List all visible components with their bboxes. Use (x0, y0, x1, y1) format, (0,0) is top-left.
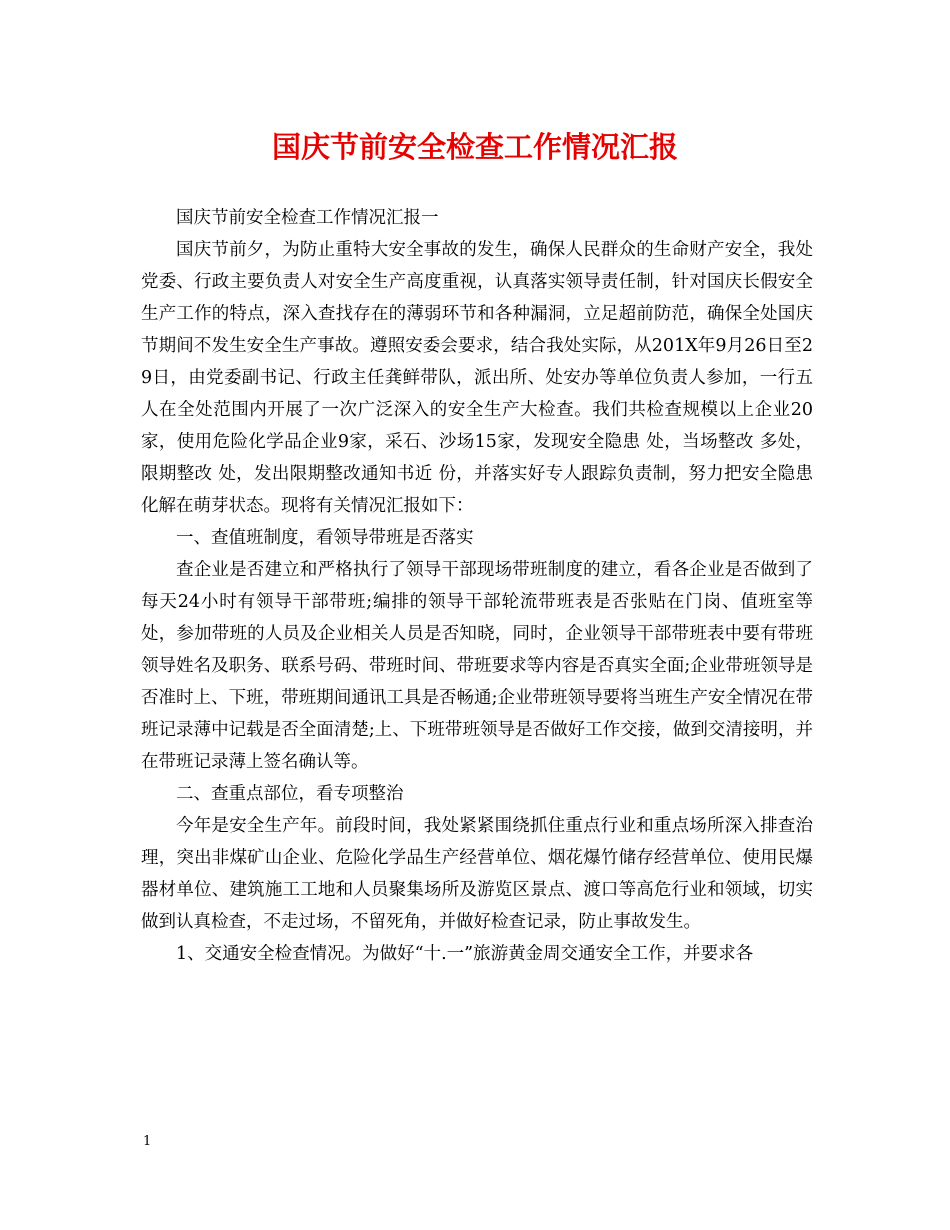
document-body (141, 202, 813, 970)
paragraph-subtitle: 国庆节前安全检查工作情况汇报一 (176, 208, 439, 228)
page-number: 1 (143, 1134, 152, 1149)
document-title: 国庆节前安全检查工作情况汇报 (271, 130, 678, 164)
section-heading-duty-system: 一、查值班制度，看领导带班是否落实 (176, 528, 474, 548)
paragraph-key-areas: 今年是安全生产年。前段时间，我处紧紧围绕抓住重点行业和重点场所深入排查治理，突出非煤矿山企业、危险化学品生产经营单位、烟花爆竹储存经营单位、使用民爆器材单位、建筑施工工地和人员聚集场所及游览区景点、渡口等高危行业和领域，切实做到认真检查，不走过场，不留死角，并做好检查记录，防止事故发生。 (141, 816, 813, 932)
section-heading-key-areas: 二、查重点部位，看专项整治 (176, 784, 404, 804)
paragraph-duty-system: 查企业是否建立和严格执行了领导干部现场带班制度的建立，看各企业是否做到了每天24小时有领导干部带班;编排的领导干部轮流带班表是否张贴在门岗、值班室等处，参加带班的人员及企业相关人员是否知晓，同时，企业领导干部带班表中要有带班领导姓名及职务、联系号码、带班时间、带班要求等内容是否真实全面;企业带班领导是否准时上、下班，带班期间通讯工具是否畅通;企业带班领导要将当班生产安全情况在带班记录薄中记载是否全面清楚;上、下班带班领导是否做好工作交接，做到交清接明，并在带班记录薄上签名确认等。 (141, 560, 813, 772)
paragraph-intro: 国庆节前夕，为防止重特大安全事故的发生，确保人民群众的生命财产安全，我处党委、行政主要负责人对安全生产高度重视，认真落实领导责任制，针对国庆长假安全生产工作的特点，深入查找存在的薄弱环节和各种漏洞，立足超前防范，确保全处国庆节期间不发生安全生产事故。遵照安委会要求，结合我处实际，从201X年9月26日至29日，由党委副书记、行政主任龚鲜带队，派出所、处安办等单位负责人参加，一行五人在全处范围内开展了一次广泛深入的安全生产大检查。我们共检查规模以上企业20家，使用危险化学品企业9家，采石、沙场15家，发现安全隐患 处，当场整改 多处，限期整改 处，发出限期整改通知书近 份，并落实好专人跟踪负责制，努力把安全隐患化解在萌芽状态。现将有关情况汇报如下： (141, 240, 813, 516)
paragraph-traffic-safety: 1、交通安全检查情况。为做好“十.一”旅游黄金周交通安全工作，并要求各 (176, 944, 754, 964)
